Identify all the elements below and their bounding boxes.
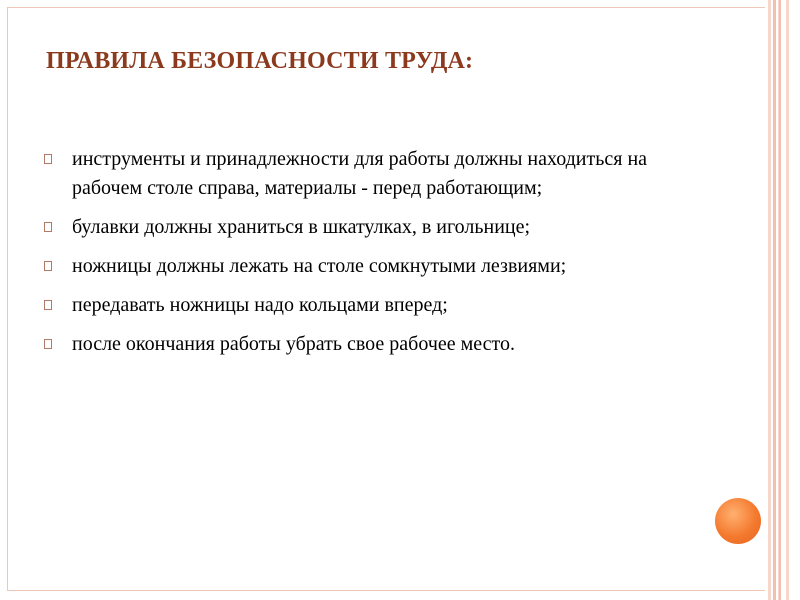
orange-circle-decoration — [715, 498, 761, 544]
square-bullet-icon — [44, 222, 52, 232]
square-bullet-icon — [44, 339, 52, 349]
bullet-text: ножницы должны лежать на столе сомкнутыми лезвиями; — [72, 255, 567, 277]
bullet-text: передавать ножницы надо кольцами вперед; — [72, 294, 448, 316]
bullet-list — [44, 145, 694, 369]
list-item — [44, 330, 694, 359]
square-bullet-icon — [44, 261, 52, 271]
bullet-text: инструменты и принадлежности для работы должны находиться на рабочем столе справа, материалы - перед работающим; — [72, 148, 648, 199]
list-item — [44, 252, 694, 281]
right-decorative-band — [765, 0, 800, 600]
list-item — [44, 291, 694, 320]
band-stripe — [786, 0, 789, 600]
square-bullet-icon — [44, 154, 52, 164]
bullet-text: булавки должны храниться в шкатулках, в игольнице; — [72, 216, 531, 238]
list-item — [44, 145, 694, 203]
square-bullet-icon — [44, 300, 52, 310]
slide-title: ПРАВИЛА БЕЗОПАСНОСТИ ТРУДА: — [46, 48, 474, 74]
bullet-text: после окончания работы убрать свое рабочее место. — [72, 333, 516, 355]
band-stripe — [779, 0, 781, 600]
list-item — [44, 213, 694, 242]
